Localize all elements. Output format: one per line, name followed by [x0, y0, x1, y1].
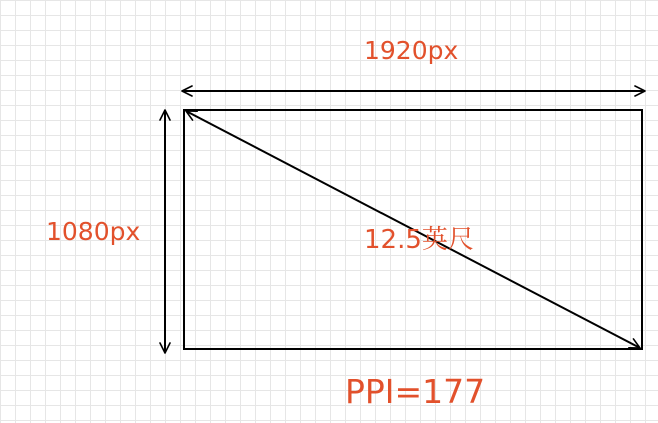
- width-label: 1920px: [364, 36, 459, 65]
- ppi-label: PPI=177: [345, 372, 486, 411]
- height-label: 1080px: [46, 217, 141, 246]
- diagonal-label: 12.5英尺: [364, 225, 474, 255]
